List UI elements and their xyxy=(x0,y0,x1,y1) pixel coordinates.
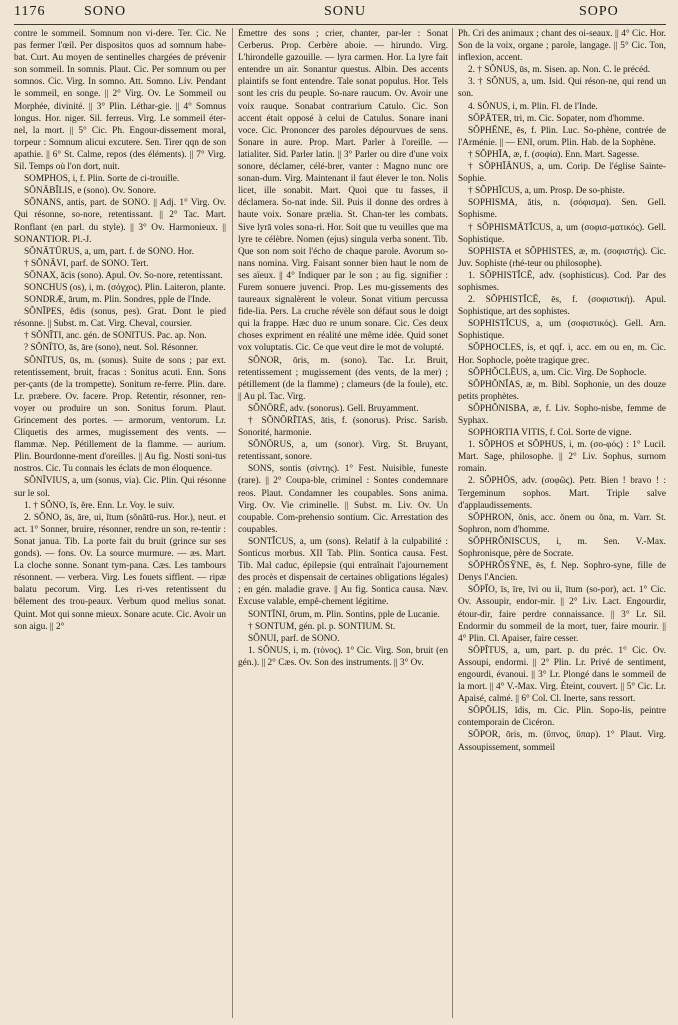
running-header xyxy=(14,4,666,22)
dictionary-entry: SŎPHRON, ŏnis, acc. ŏnem ou ŏna, m. Varr. St. Sophron, nom d'homme. xyxy=(458,512,666,535)
dictionary-entry: contre le sommeil. Somnum non vi-dere. Ter. Cic. Ne pas fermer l'œil. Per dispositos quos ad somnum habe-bat. Curt. Au moyen de sentinelles chargées de prévenir son sommeil. In somnis. Plaut. Cic. Per somnum ou per somnos. Cic. Virg. In somno. Att. Somno. Liv. Pendant le sommeil, en songe. || 2° Virg. Ov. Le Sommeil ou Morphée, divinité. || 3° Plin. Léthar-gie. || 4° Somnus longus. Hor. niger. Sil. ferreus. Virg. Le sommeil éter-nel, la mort. || 5° Cic. Ph. Engour-dissement moral, torpeur : Somnum alicui excutere. Sen. Tirer qqn de son apathie. || 6° St. Calme, repos (des éléments). || 7° Virg. Sil. Temps où l'on dort, nuit. xyxy=(14,29,226,173)
dictionary-entry: † SONTUM, gén. pl. p. SONTIUM. St. xyxy=(248,621,396,632)
dictionary-entry: † SŎPHĬA, æ, f. (σοφία). Enn. Mart. Sagesse. xyxy=(468,149,640,160)
dictionary-entry: SŎPHĒNE, ēs, f. Plin. Luc. So-phène, contrée de l'Arménie. || — ENI, orum. Plin. Hab. de la Sophène. xyxy=(458,125,666,148)
dictionary-entry: SOPHORTIA VITIS, f. Col. Sorte de vigne. xyxy=(468,428,632,439)
header-rule xyxy=(14,24,666,25)
dictionary-entry: SONDRÆ, ārum, m. Plin. Sondres, pple de l'Inde. xyxy=(24,295,211,306)
dictionary-entry: SONTĬCUS, a, um (sons). Relatif à la culpabilité : Sonticus morbus. XII Tab. Plin. Sontica causa. Fest. Tib. Mal caduc, épilepsie (qui entraînait l'ajournement des procès et dispensait de certaines obligations légales) ; en gén. maladie grave. || Au fig. Sontica causa. Næv. Excuse valable, empê-chement légitime. xyxy=(238,536,448,608)
dictionary-entry: 4. SŎNUS, i, m. Plin. Fl. de l'Inde. xyxy=(468,101,598,112)
dictionary-entry: 1. † SŎNO, ĭs, ĕre. Enn. Lr. Voy. le suiv. xyxy=(24,500,175,511)
dictionary-entry: SŎNŌRĒ, adv. (sonorus). Gell. Bruyamment. xyxy=(248,403,419,414)
dictionary-entry: † SŎPHĬCUS, a, um. Prosp. De so-phiste. xyxy=(468,186,625,197)
dictionary-entry: SOPHISMA, ătis, n. (σόφισμα). Sen. Gell. Sophisme. xyxy=(458,198,666,221)
dictionary-entry: SŌPĪTUS, a, um, part. p. du préc. 1° Cic. Ov. Assoupi, endormi. || 2° Plin. Lr. Privé de sentiment, engourdi, évanoui. || 3° Lr. Plongé dans le sommeil de la mort. || 4° V.-Max. Virg. Éteint, couvert. || 5° Cic. Lr. Apaisé, calmé. || 6° Col. Cl. Inerte, sans ressort. xyxy=(458,645,666,705)
dictionary-entry: SŌPĂTER, tri, m. Cic. Sopater, nom d'homme. xyxy=(468,113,645,124)
dictionary-entry: Émettre des sons ; crier, chanter, par-ler : Sonat Cerberus. Prop. Cerbère aboie. — hirundo. Virg. L'hirondelle gazouille. — lyra carmen. Hor. La lyre fait entendre un air. Sonantur questus. Albin. Des accents plaintifs se font entendre. Tale sonat populus. Hor. Tels sont les cris du peuple. So-nare raucum. Ov. Avoir une voix rauque. Sonabat contrarium Catulo. Cic. Son accent était opposé à celui de Catulus. Sonare inani voce. Cic. Prononcer des paroles dépourvues de sens. Sonare in aure. Prop. Mart. Parler à l'oreille. — latialiter. Sid. Parler latin. || 3° Parler ou dire d'une voix sonore, déclamer, célé-brer, vanter : Magno nunc ore sonan-dum. Virg. Maintenant il faut élever le ton. Nolis licet, ille sonabit. Mart. Quoi que tu fasses, il déclamera. So-nat inde. Sil. Puis il donne des ordres à haute voix. Sonare prælia. St. Chan-ter les combats. Sive lyrā voles sona-ri. Hor. Soit que tu veuilles que ma lyre te célèbre. Nomen (ejus) singula verba sonent. Tib. Que son nom soit l'écho de chaque parole. Avorum so-nans nomina. Virg. Faisant sonner bien haut le nom de ses aïeux. || 4° Indiquer par le son ; au fig. signifier : Furem sonuere juvenci. Prop. Les mu-gissements des taureaux signalèrent le voleur. Sonat vitium percussa fide-lia. Pers. La cruche révèle son défaut sous le doigt qui la frappe. Hæc duo re unum sonare. Cic. Ces deux choses expriment en réalité une même idée. Quid sonet vox voluptatis. Cic. Ce que veut dire le mot de volupté. xyxy=(238,29,448,354)
column-left xyxy=(14,28,226,1018)
header-left-word: SONO xyxy=(84,4,127,19)
column-divider xyxy=(452,28,453,1018)
dictionary-entry: † SŎNĪTI, anc. gén. de SONITUS. Pac. ap. Non. xyxy=(24,331,207,342)
column-right xyxy=(458,28,666,1018)
column-divider xyxy=(232,28,233,1018)
dictionary-entry: SŎPHRŎSȲNE, ēs, f. Nep. Sophro-syne, fille de Denys l'Ancien. xyxy=(458,561,666,584)
dictionary-entry: SŌPOR, ōris, m. (ὕπνος, ὕπαρ). 1° Plaut. Virg. Assoupissement, sommeil xyxy=(458,730,666,753)
dictionary-entry: SŎNOR, ōris, m. (sono). Tac. Lr. Bruit, retentissement ; mugissement (des vents, de la mer) ; pétillement (de la flamme) ; clameurs (de la foule), etc. || Au pl. Tac. Virg. xyxy=(238,355,448,402)
dictionary-entry: SŌNĀBĬLIS, e (sono). Ov. Sonore. xyxy=(24,186,157,197)
dictionary-entry: 2. † SŎNUS, ūs, m. Sisen. ap. Non. C. le précéd. xyxy=(468,65,651,76)
dictionary-entry: 2. SŎNO, ās, āre, ui, ĭtum (sŏnātū-rus. Hor.), neut. et act. 1° Sonner, bruire, résonner, rendre un son, re-tentir : Sonat janua. Tib. La porte fait du bruit (grince sur ses gonds). — fons. Ov. La source murmure. — æs. Mart. La cloche sonne. Sonant tym-pana. Cæs. Les tambours résonnent. — verbera. Virg. Les fouets sifflent. — ripæ balatu pecorum. Virg. Les ri-ves retentissent du bêlement des trou-peaux. Verbum quod melius sonat. Quint. Mot qui sonne mieux. Sonare acute. Cic. Avoir un son aigu. || 2° xyxy=(14,512,226,632)
dictionary-entry: 1. SŎNUS, i, m. (τόνος). 1° Cic. Virg. Son, bruit (en gén.). || 2° Cæs. Ov. Son des instruments. || 3° Ov. xyxy=(238,645,448,668)
header-center-word: SONU xyxy=(324,4,367,19)
dictionary-entry: SŌPĬO, īs, īre, īvi ou ii, ītum (so-por), act. 1° Cic. Ov. Assoupir, endor-mir. || 2° Liv. Lact. Engourdir, étour-dir, faire perdre connaissance. || 3° Lr. Sil. Endormir du sommeil de la mort, tuer, faire mourir. || 4° Plin. Cl. Apaiser, faire cesser. xyxy=(458,585,666,644)
dictionary-entry: SŎNĬPES, ĕdis (sonus, pes). Grat. Dont le pied résonne. || Subst. m. Cat. Virg. Cheval, coursier. xyxy=(14,307,226,330)
dictionary-entry: SŎNŌRUS, a, um (sonor). Virg. St. Bruyant, retentissant, sonore. xyxy=(238,440,448,463)
dictionary-entry: SŎPHŎCLĒUS, a, um. Cic. Virg. De Sophocle. xyxy=(468,367,647,378)
dictionary-entry: SŎNĪTUS, ūs, m. (sonus). Suite de sons ; par ext. retentissement, bruit, fracas : Sonitus acuti. Enn. Sons per-çants (de la trompette). Sonitum re-ferre. Plin. dare. Lr. præbere. Ov. facere. Prop. Retentir, résonner, ren-voyer ou produire un son. Sonitus forum. Plaut. Grincement des portes. — armorum, ventorum. Lr. Cliquetis des armes, mugissement des vents. — flammæ. Nep. Pétillement de la flamme. — aurium. Plin. Bourdonne-ment d'oreilles. || Au fig. Nosti soni-tus nostros. Cic. Tu connais les éclats de mon éloquence. xyxy=(14,355,226,475)
dictionary-entry: SŌPŎLIS, ĭdis, m. Cic. Plin. Sopo-lis, peintre contemporain de Cicéron. xyxy=(458,706,666,729)
dictionary-entry: SOPHISTĬCUS, a, um (σοφιστικός). Gell. Arn. Sophistique. xyxy=(458,319,666,342)
dictionary-entry: SŎNĪVIUS, a, um (sonus, via). Cic. Plin. Qui résonne sur le sol. xyxy=(14,476,226,499)
dictionary-entry: SONTĪNI, ōrum, m. Plin. Sontins, pple de Lucanie. xyxy=(248,609,440,620)
dictionary-entry: SOMPHOS, i, f. Plin. Sorte de ci-trouille. xyxy=(24,174,180,185)
dictionary-entry: 2. SŎPHISTĬCĒ, ēs, f. (σοφιστική). Apul. Sophistique, art des sophistes. xyxy=(458,295,666,318)
dictionary-entry: SŎNUI, parf. de SONO. xyxy=(248,633,340,644)
dictionary-entry: SŎPHŎNĬAS, æ, m. Bibl. Sophonie, un des douze petits prophètes. xyxy=(458,379,666,402)
dictionary-entry: Ph. Cri des animaux ; chant des oi-seaux. || 4° Cic. Hor. Son de la voix, organe ; parole, langage. || 5° Cic. Ton, inflexion, accent. xyxy=(458,29,666,64)
dictionary-entry: SŌNAX, ācis (sono). Apul. Ov. So-nore, retentissant. xyxy=(24,270,223,281)
dictionary-entry: 1. SŎPHISTĬCĒ, adv. (sophisticus). Cod. Par des sophismes. xyxy=(458,270,666,293)
dictionary-entry: SŎPHRŎNISCUS, i, m. Sen. V.-Max. Sophronisque, père de Socrate. xyxy=(458,536,666,560)
header-right-word: SOPO xyxy=(579,4,619,19)
dictionary-entry: † SŎPHISMĂTĬCUS, a, um (σοφισ-ματικός). Gell. Sophistique. xyxy=(458,222,666,245)
dictionary-entry: SŎPHŎNISBA, æ, f. Liv. Sopho-nisbe, femme de Syphax. xyxy=(458,403,666,426)
page-number: 1176 xyxy=(14,4,46,19)
column-middle xyxy=(238,28,448,1018)
dictionary-entry: SŎNĀTŪRUS, a, um, part. f. de SONO. Hor. xyxy=(24,246,194,257)
dictionary-entry: SŎPHOCLES, is, et qqf. i, acc. em ou en, m. Cic. Hor. Sophocle, poète tragique grec. xyxy=(458,343,666,366)
dictionary-entry: ? SŎNĪTO, ās, āre (sono), neut. Sol. Résonner. xyxy=(24,343,199,354)
dictionary-entry: 2. SŎPHŌS, adv. (σοφῶς). Petr. Bien ! bravo ! : Tergeminum sophos. Mart. Triple salve d'applaudissements. xyxy=(458,476,666,511)
dictionary-entry: † SŎPHĬĀNUS, a, um. Corip. De l'église Sainte-Sophie. xyxy=(458,162,666,185)
dictionary-entry: SONCHUS (os), i, m. (σόγχος). Plin. Laiteron, plante. xyxy=(24,282,226,293)
dictionary-entry: SOPHISTA et SŎPHISTES, æ, m. (σοφιστής). Cic. Juv. Sophiste (rhé-teur ou philosophe). xyxy=(458,246,666,269)
dictionary-entry: † SŎNĀVI, parf. de SONO. Tert. xyxy=(24,258,149,269)
dictionary-entry: SONS, sontis (σίντης). 1° Fest. Nuisible, funeste (rare). || 2° Coupa-ble, criminel : Sontes condemnare reos. Plaut. Condamner les coupables. Sons anima. Virg. Ov. Vie criminelle. || Subst. m. Liv. Ov. Un coupable. Com-prehensio sontium. Cic. Arrestation des coupables. xyxy=(238,464,448,535)
dictionary-entry: 1. SŎPHOS et SŎPHUS, i, m. (σο-φός) : 1° Lucil. Mart. Sage, philosophe. || 2° Liv. Sophus, surnom romain. xyxy=(458,440,666,475)
dictionary-entry: SŎNANS, antis, part. de SONO. || Adj. 1° Virg. Ov. Qui résonne, so-nore, retentissant. || 2° Tac. Mart. Ronflant (en parl. du style). || 3° Ov. Harmonieux. || SONANTIOR. Pl.-J. xyxy=(14,198,226,245)
dictionary-entry: 3. † SŎNUS, a, um. Isid. Qui réson-ne, qui rend un son. xyxy=(458,77,666,100)
dictionary-entry: † SŎNŌRĬTAS, ātis, f. (sonorus). Prisc. Sarisb. Sonorité, harmonie. xyxy=(238,416,448,439)
